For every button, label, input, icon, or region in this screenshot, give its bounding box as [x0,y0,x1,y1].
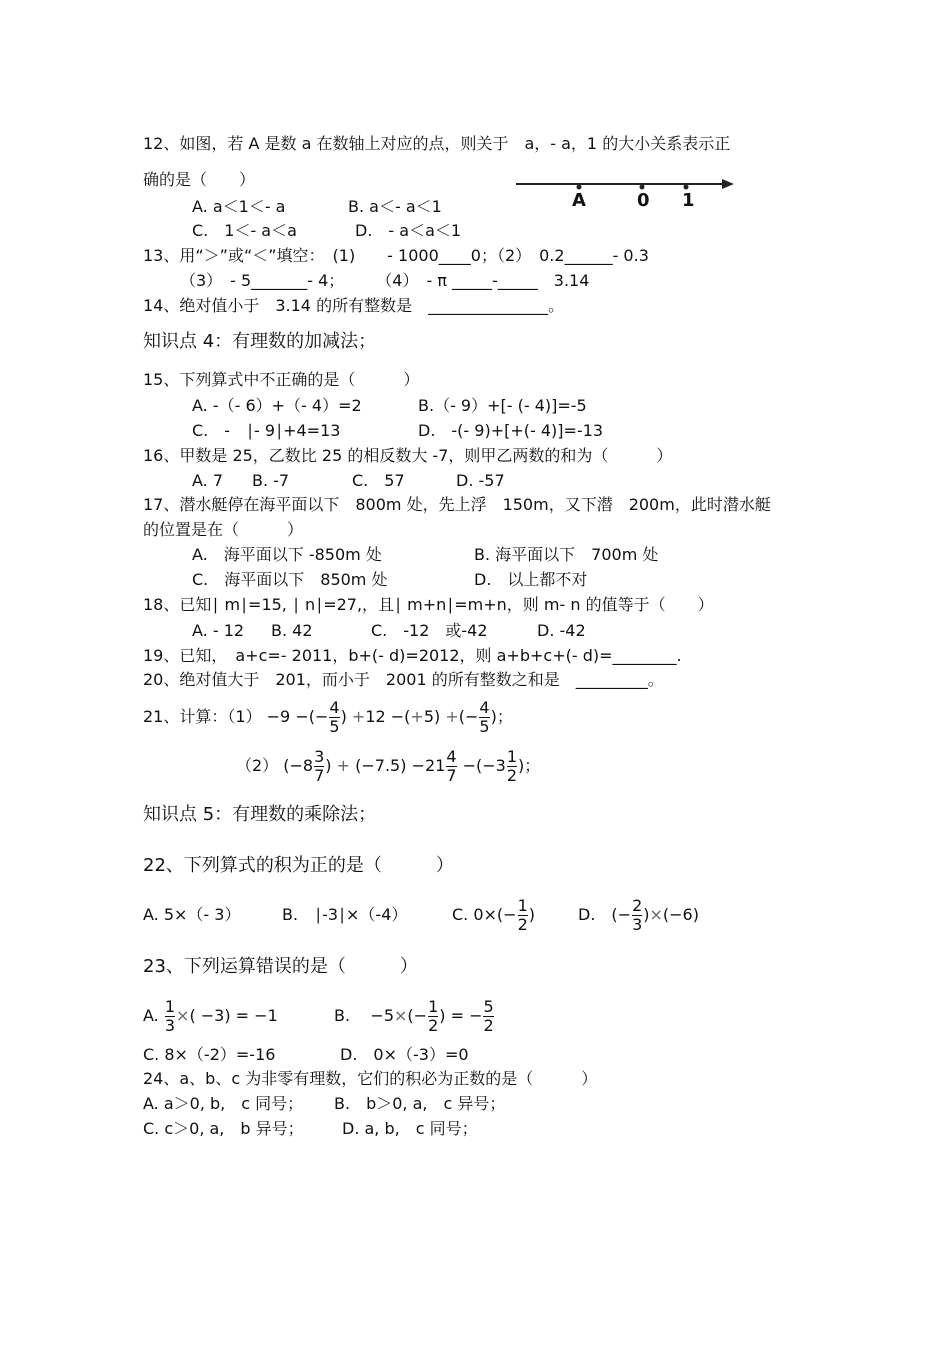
fraction [631,897,643,934]
axis-label-zero: 0 [637,190,650,211]
fraction [164,998,176,1035]
q22-option-d [578,895,699,935]
fraction-denominator: 7 [446,766,457,785]
q12-option-b: B. a＜- a＜1 [348,197,442,216]
q12-stem-line2: 确的是（ ） [143,170,256,189]
point-a-dot [577,185,582,190]
fraction [482,998,494,1035]
fraction-numerator: 1 [506,747,518,766]
q21-expression-2 [236,746,540,786]
fraction-numerator: 4 [479,698,490,717]
q21-expression-1 [143,697,513,737]
q13-line2: （3） - 5_______- 4； （4） - π _____-_____ 3.14 [180,271,590,290]
times-sign: × [394,1006,408,1025]
q17-stem-line2: 的位置是在（ ） [143,520,304,539]
fraction-numerator: 4 [446,747,457,766]
q17-option-b: B. 海平面以下 700m 处 [474,545,659,564]
fraction [478,699,490,736]
q24-option-a: A. a＞0, b, c 同号； [143,1094,304,1113]
q16-stem: 16、甲数是 25，乙数比 25 的相反数大 -7，则甲乙两数的和为（ ） [143,446,673,465]
axis-label-one: 1 [682,190,695,211]
fraction-numerator: 5 [483,997,494,1016]
q22-d-part: (−6) [662,905,699,924]
q15-option-b: B.（- 9）+[- (- 4)]=-5 [418,396,587,415]
q17-option-c: C. 海平面以下 850m 处 [192,570,388,589]
q21-label-2: （2） [236,756,279,775]
q21-e1-part: 5) [423,707,441,726]
q14-text: 14、绝对值小于 3.14 的所有整数是 _______________。 [143,296,565,315]
fraction-denominator: 7 [314,766,325,785]
q22-option-c [452,895,535,935]
q22-d-part: ) [643,905,650,924]
q15-option-c: C. - ∣- 9∣+4=13 [192,421,341,440]
q23-b-part: −5 [370,1006,394,1025]
point-zero-dot [640,185,645,190]
q12-option-a: A. a＜1＜- a [192,197,286,216]
q20-text: 20、绝对值大于 201，而小于 2001 的所有整数之和是 _________。 [143,670,664,689]
q13-line1: 13、用“＞”或“＜”填空： (1) - 1000____0；（2） 0.2______- 0.3 [143,246,649,265]
q23-b-part: (− [407,1006,428,1025]
q15-stem: 15、下列算式中不正确的是（ ） [143,370,420,389]
q23-b-part: ) = − [439,1006,483,1025]
number-line-diagram [512,170,738,212]
q22-d-part: D. (− [578,905,632,924]
q24-option-d: D. a, b, c 同号； [342,1119,478,1138]
q23-a-part: A. [143,1006,159,1025]
q22-option-b: B. ∣-3∣×（-4） [282,905,408,924]
q21-e2-part: ) [325,756,332,775]
q18-option-a: A. - 12 [192,621,245,640]
q16-option-a: A. 7 [192,471,224,490]
fraction-numerator: 2 [632,896,643,915]
q21-e2-part: (−7.5) −21 [355,756,446,775]
times-sign: × [176,1006,190,1025]
fraction-numerator: 1 [428,997,439,1016]
q16-option-b: B. -7 [252,471,290,490]
q24-stem: 24、a、b、c 为非零有理数，它们的积必为正数的是（ ） [143,1069,598,1088]
q12-stem-line1: 12、如图，若 A 是数 a 在数轴上对应的点，则关于 a，- a，1 的大小关系表示正 [143,134,731,153]
q21-label: 21、计算：（1） [143,707,262,726]
fraction [313,748,325,785]
q15-option-a: A. -（- 6）+（- 4）=2 [192,396,362,415]
plus-sign: + [410,707,424,726]
q23-a-part: ( −3) = −1 [189,1006,278,1025]
q21-e1-part: 12 −( [365,707,411,726]
q12-option-c: C. 1＜- a＜a [192,221,297,240]
q23-option-b [334,996,495,1036]
fraction-denominator: 5 [329,717,340,736]
times-sign: × [649,905,663,924]
fraction-numerator: 1 [517,896,528,915]
fraction-denominator: 3 [632,915,643,934]
fraction [506,748,518,785]
plus-sign: + [336,756,351,775]
q16-option-c: C. 57 [352,471,405,490]
fraction [328,699,340,736]
fraction [445,748,457,785]
fraction-denominator: 5 [479,717,490,736]
q22-c-part: C. 0×(− [452,905,517,924]
section-5-heading: 知识点 5：有理数的乘除法； [143,804,377,825]
q22-option-a: A. 5×（- 3） [143,905,241,924]
q21-e1-part: )； [490,707,513,726]
fraction-denominator: 2 [428,1016,439,1035]
q15-option-d: D. -(- 9)+[+(- 4)]=-13 [418,421,604,440]
q21-e2-part: −(−3 [462,756,506,775]
q23-option-a [143,996,278,1036]
fraction-denominator: 3 [164,1016,176,1035]
q21-e1-part: ) [340,707,347,726]
q18-stem: 18、已知∣ m∣=15, ∣ n∣=27,，且∣ m+n∣=m+n，则 m- n 的值等于（ ） [143,595,714,614]
q18-option-b: B. 42 [271,621,313,640]
q12-option-d: D. - a＜a＜1 [355,221,462,240]
q21-e2-part: )； [518,756,541,775]
q18-option-d: D. -42 [537,621,586,640]
axis-label-a: A [572,190,586,211]
fraction [427,998,439,1035]
section-4-heading: 知识点 4：有理数的加减法； [143,331,377,352]
plus-sign: + [445,707,459,726]
q23-option-c: C. 8×（-2）=-16 [143,1045,276,1064]
fraction-denominator: 2 [483,1016,494,1035]
q17-option-a: A. 海平面以下 -850m 处 [192,545,382,564]
q19-text: 19、已知， a+c=- 2011，b+(- d)=2012，则 a+b+c+(- d)=________. [143,646,682,665]
q23-b-part: B. [334,1006,351,1025]
q21-e1-part: (− [458,707,479,726]
fraction-numerator: 3 [314,747,325,766]
q17-option-d: D. 以上都不对 [474,570,588,589]
q21-e2-part: (−8 [283,756,314,775]
q17-stem-line1: 17、潜水艇停在海平面以下 800m 处，先上浮 150m，又下潜 200m，此时潜水艇 [143,495,771,514]
fraction-denominator: 2 [506,766,518,785]
point-one-dot [684,185,689,190]
fraction-numerator: 4 [329,698,340,717]
fraction [517,897,529,934]
q21-e1-part: −9 −(− [266,707,329,726]
fraction-denominator: 2 [517,915,528,934]
q24-option-b: B. b＞0, a, c 异号； [334,1094,506,1113]
q16-option-d: D. -57 [456,471,505,490]
q24-option-c: C. c＞0, a, b 异号； [143,1119,304,1138]
number-line-arrow-icon [722,179,734,189]
q22-stem: 22、下列算式的积为正的是（ ） [143,855,454,876]
q23-option-d: D. 0×（-3）=0 [340,1045,469,1064]
q23-stem: 23、下列运算错误的是（ ） [143,956,418,977]
q22-c-part: ) [528,905,536,924]
plus-sign: + [351,707,366,726]
fraction-numerator: 1 [164,997,176,1016]
q18-option-c: C. -12 或-42 [371,621,488,640]
